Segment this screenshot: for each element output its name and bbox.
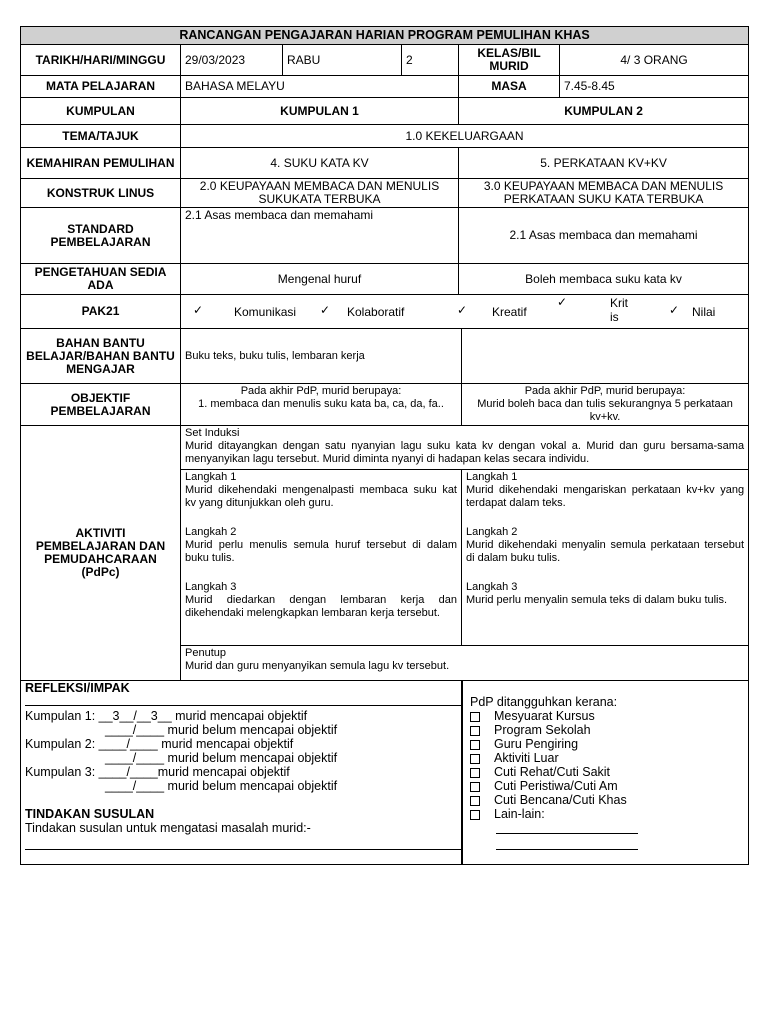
checkbox-icon[interactable] [470,754,480,764]
postpone-option[interactable] [470,765,610,779]
postpone-option[interactable] [470,793,627,807]
closing-cell [181,646,749,681]
objective-g2-text: Murid boleh baca dan tulis sekurangnya 5 perkataan kv+kv. [477,398,733,423]
skill-group-1: 4. SUKU KATA KV [181,148,459,179]
postpone-cell [462,681,749,865]
g2-step-1-title: Langkah 1 [466,471,518,483]
checkbox-icon[interactable] [470,740,480,750]
postpone-option[interactable] [470,751,559,765]
g1-step-2-text: Murid perlu menulis semula huruf tersebut di dalam buku tulis. [185,539,457,564]
postpone-option[interactable] [470,807,545,821]
pak21-item: Komunikasi [234,305,297,319]
follow-up-title: TINDAKAN SUSULAN [25,807,155,821]
theme-value: 1.0 KEKELUARGAAN [181,125,749,148]
postpone-option-label: Cuti Peristiwa/Cuti Am [494,779,618,793]
group-2-not-achieved: ____/____ murid belum mencapai objektif [105,751,338,765]
closing-text: Murid dan guru menyanyikan semula lagu kv tersebut. [185,660,450,672]
group-2-header: KUMPULAN 2 [459,98,749,125]
standard-label: STANDARD PEMBELAJARAN [21,208,181,264]
objective-label: OBJEKTIF PEMBELAJARAN [21,384,181,426]
checkbox-icon[interactable] [470,810,480,820]
induction-title: Set Induksi [185,427,240,439]
postpone-option-label: Mesyuarat Kursus [494,709,595,723]
reflection-title: REFLEKSI/IMPAK [25,681,130,695]
activity-group-2 [462,470,749,646]
standard-group-2: 2.1 Asas membaca dan memahami [459,208,749,264]
g1-step-3-text: Murid diedarkan dengan lembaran kerja dan dikehendaki melengkapkan lembaran kerja tersebut. [185,594,457,619]
group-2-achieved: Kumpulan 2: ____/____ murid mencapai objektif [25,737,294,751]
lesson-plan-table [20,26,749,865]
pak21-label: PAK21 [21,295,181,329]
construct-group-1: 2.0 KEUPAYAAN MEMBACA DAN MENULIS SUKUKATA TERBUKA [181,179,459,208]
g2-step-2-text: Murid dikehendaki menyalin semula perkataan tersebut di dalam buku tulis. [466,539,745,564]
checkbox-icon[interactable] [470,796,480,806]
objective-g1-intro: Pada akhir PdP, murid berupaya: [240,385,402,397]
pak21-values [181,295,749,329]
date-value: 29/03/2023 [181,45,283,76]
time-value: 7.45-8.45 [560,76,749,98]
theme-label: TEMA/TAJUK [21,125,181,148]
postpone-option[interactable] [470,723,591,737]
activity-label [21,426,181,681]
postpone-option[interactable] [470,709,595,723]
reflection-divider [25,705,462,706]
pak21-item: is [610,310,619,324]
postpone-divider [462,681,464,864]
g1-step-3-title: Langkah 3 [185,581,237,593]
other-reason-line-1[interactable] [496,833,638,834]
materials-label: BAHAN BANTU BELAJAR/BAHAN BANTU MENGAJAR [21,329,181,384]
subject-value: BAHASA MELAYU [181,76,459,98]
postpone-option-label: Cuti Bencana/Cuti Khas [494,793,627,807]
skill-group-2: 5. PERKATAAN KV+KV [459,148,749,179]
prior-knowledge-group-1: Mengenal huruf [181,264,459,295]
objective-group-1 [181,384,462,426]
week-value: 2 [402,45,459,76]
check-icon: ✓ [320,303,331,317]
objective-g2-intro: Pada akhir PdP, murid berupaya: [524,385,686,397]
check-icon: ✓ [193,303,204,317]
class-value: 4/ 3 ORANG [560,45,749,76]
checkbox-icon[interactable] [470,712,480,722]
objective-g1-text: 1. membaca dan menulis suku kata ba, ca, da, fa.. [198,398,444,410]
pak21-item: Nilai [692,305,716,319]
group-label: KUMPULAN [21,98,181,125]
check-icon: ✓ [457,303,468,317]
construct-label: KONSTRUK LINUS [21,179,181,208]
g2-step-1-text: Murid dikehendaki mengariskan perkataan kv+kv yang terdapat dalam teks. [466,484,745,509]
postpone-option[interactable] [470,779,618,793]
check-icon: ✓ [557,295,568,309]
g1-step-2-title: Langkah 2 [185,526,237,538]
induction-cell [181,426,749,470]
g1-step-1-title: Langkah 1 [185,471,237,483]
group-3-not-achieved: ____/____ murid belum mencapai objektif [105,779,338,793]
document-title: RANCANGAN PENGAJARAN HARIAN PROGRAM PEMULIHAN KHAS [21,27,749,45]
follow-up-text: Tindakan susulan untuk mengatasi masalah murid:- [25,821,311,835]
activity-label-text: AKTIVITI PEMBELAJARAN DAN PEMUDAHCARAAN (PdPc) [35,526,166,579]
standard-group-1: 2.1 Asas membaca dan memahami [181,208,459,264]
subject-label: MATA PELAJARAN [21,76,181,98]
pak21-item: Krit [610,296,628,310]
g2-step-2-title: Langkah 2 [466,526,518,538]
follow-up-line [25,849,462,850]
postpone-option-label: Lain-lain: [494,807,545,821]
closing-title: Penutup [185,647,226,659]
day-value: RABU [283,45,402,76]
check-icon: ✓ [669,303,680,317]
postpone-option-label: Aktiviti Luar [494,751,559,765]
postpone-option[interactable] [470,737,578,751]
date-label: TARIKH/HARI/MINGGU [21,45,181,76]
construct-group-2: 3.0 KEUPAYAAN MEMBACA DAN MENULIS PERKATAAN SUKU KATA TERBUKA [459,179,749,208]
lesson-plan-document [20,26,748,865]
postpone-option-label: Guru Pengiring [494,737,579,751]
pak21-item: Kolaboratif [347,305,405,319]
time-label: MASA [459,76,560,98]
objective-group-2 [462,384,749,426]
g2-step-3-title: Langkah 3 [466,581,518,593]
prior-knowledge-group-2: Boleh membaca suku kata kv [459,264,749,295]
materials-group-1: Buku teks, buku tulis, lembaran kerja [181,329,462,384]
group-1-achieved: Kumpulan 1: __3__/__3__ murid mencapai objektif [25,709,308,723]
g1-step-1-text: Murid dikehendaki mengenalpasti membaca suku kat kv yang ditunjukkan oleh guru. [185,484,457,509]
reflection-cell [21,681,462,865]
group-3-achieved: Kumpulan 3: ____/____murid mencapai objektif [25,765,290,779]
materials-group-2 [462,329,749,384]
group-1-header: KUMPULAN 1 [181,98,459,125]
other-reason-line-2[interactable] [496,849,638,850]
prior-knowledge-label: PENGETAHUAN SEDIA ADA [21,264,181,295]
skill-label: KEMAHIRAN PEMULIHAN [21,148,181,179]
class-label: KELAS/BIL MURID [459,45,560,76]
postpone-title: PdP ditangguhkan kerana: [470,695,618,709]
postpone-option-label: Cuti Rehat/Cuti Sakit [494,765,611,779]
pak21-item: Kreatif [492,305,527,319]
checkbox-icon[interactable] [470,726,480,736]
g2-step-3-text: Murid perlu menyalin semula teks di dalam buku tulis. [466,594,728,606]
induction-text: Murid ditayangkan dengan satu nyanyian lagu suku kata kv dengan vokal a. Murid dan guru bersama-sama menyanyikan lagu tersebut. Murid diminta nyanyi di hadapan kelas secara individu. [185,440,745,465]
group-1-not-achieved: ____/____ murid belum mencapai objektif [105,723,338,737]
activity-group-1 [181,470,462,646]
checkbox-icon[interactable] [470,768,480,778]
postpone-option-label: Program Sekolah [494,723,591,737]
checkbox-icon[interactable] [470,782,480,792]
